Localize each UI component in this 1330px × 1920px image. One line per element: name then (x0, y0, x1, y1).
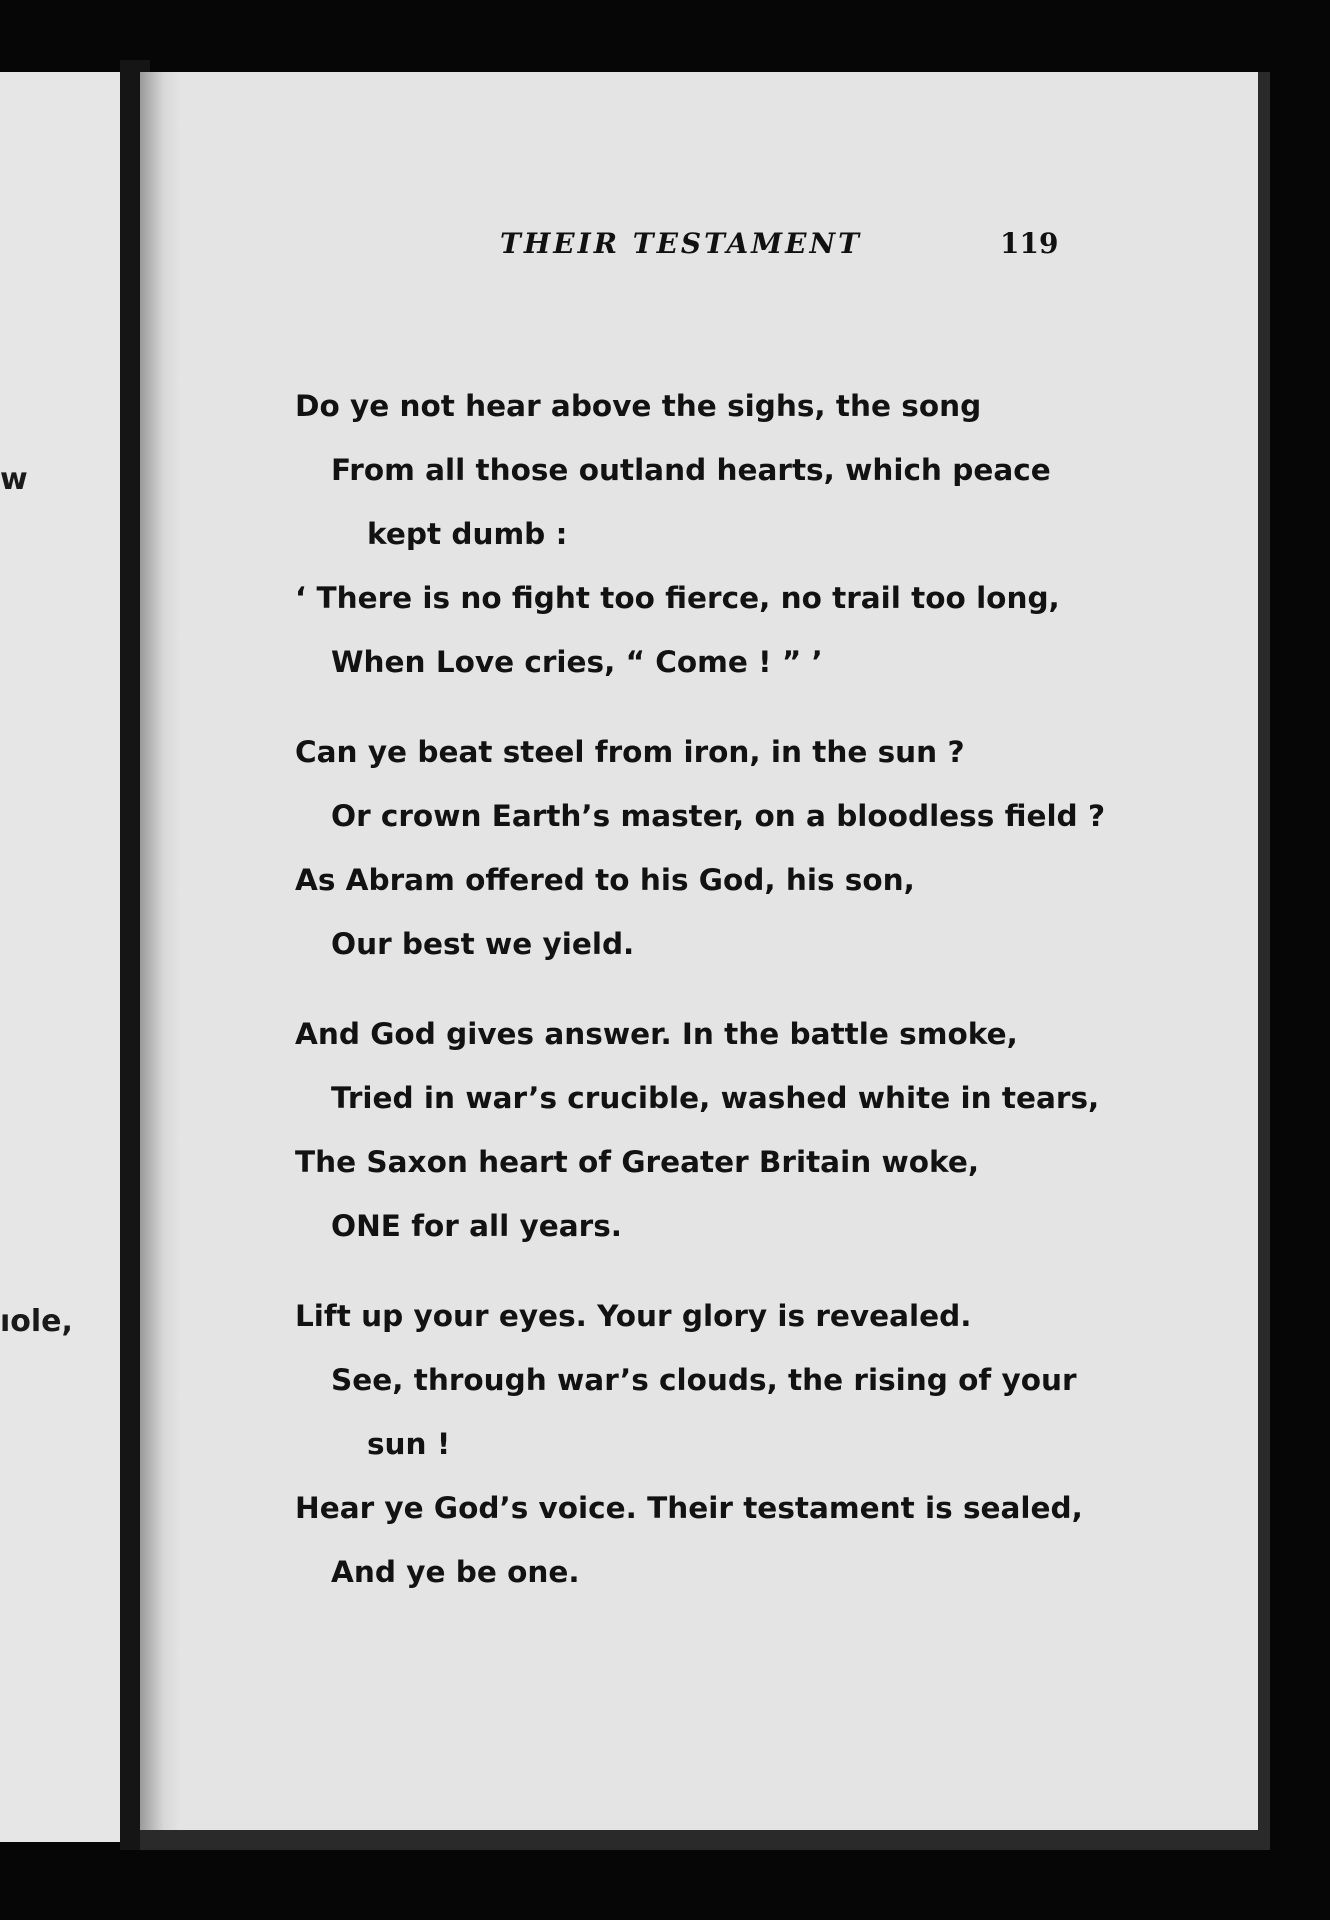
stanza (295, 1284, 1095, 1604)
poem-line: As Abram offered to his God, his son, (295, 863, 915, 897)
stanza (295, 1002, 1100, 1258)
poem-line: Hear ye God’s voice. Their testament is sealed, (295, 1491, 1083, 1525)
poem-line: ONE for all years. (331, 1209, 622, 1243)
book-page (140, 72, 1270, 1840)
poem-line: Can ye beat steel from iron, in the sun ? (295, 735, 965, 769)
poem-line: kept dumb : (367, 517, 568, 551)
poem-line: And God gives answer. In the battle smoke, (295, 1017, 1018, 1051)
page-bottom-edge (140, 1830, 1270, 1850)
poem-line: sun ! (367, 1427, 451, 1461)
facing-page-fragment: ıole, (0, 1304, 73, 1339)
poem-line: When Love cries, “ Come ! ” ’ (331, 645, 823, 679)
poem-line: Do ye not hear above the sighs, the song (295, 389, 982, 423)
page-gutter-shadow (140, 72, 180, 1840)
poem-line: From all those outland hearts, which peace (331, 453, 1051, 487)
poem-line: And ye be one. (331, 1555, 580, 1589)
running-head: THEIR TESTAMENT (500, 227, 862, 260)
page-header (140, 227, 1258, 287)
poem-line: The Saxon heart of Greater Britain woke, (295, 1145, 980, 1179)
poem-line: Or crown Earth’s master, on a bloodless field ? (331, 799, 1106, 833)
poem-line: Lift up your eyes. Your glory is revealed. (295, 1299, 972, 1333)
stanza (295, 720, 1106, 976)
poem-line: ‘ There is no fight too fierce, no trail too long, (295, 581, 1060, 615)
stanza (295, 374, 1095, 694)
poem-line: See, through war’s clouds, the rising of your (331, 1363, 1077, 1397)
page-number: 119 (1000, 227, 1059, 260)
poem-body (295, 374, 1106, 1630)
facing-page (0, 72, 122, 1842)
poem-line: Our best we yield. (331, 927, 635, 961)
poem-line: Tried in war’s crucible, washed white in tears, (331, 1081, 1100, 1115)
facing-page-fragment: w (0, 462, 28, 497)
